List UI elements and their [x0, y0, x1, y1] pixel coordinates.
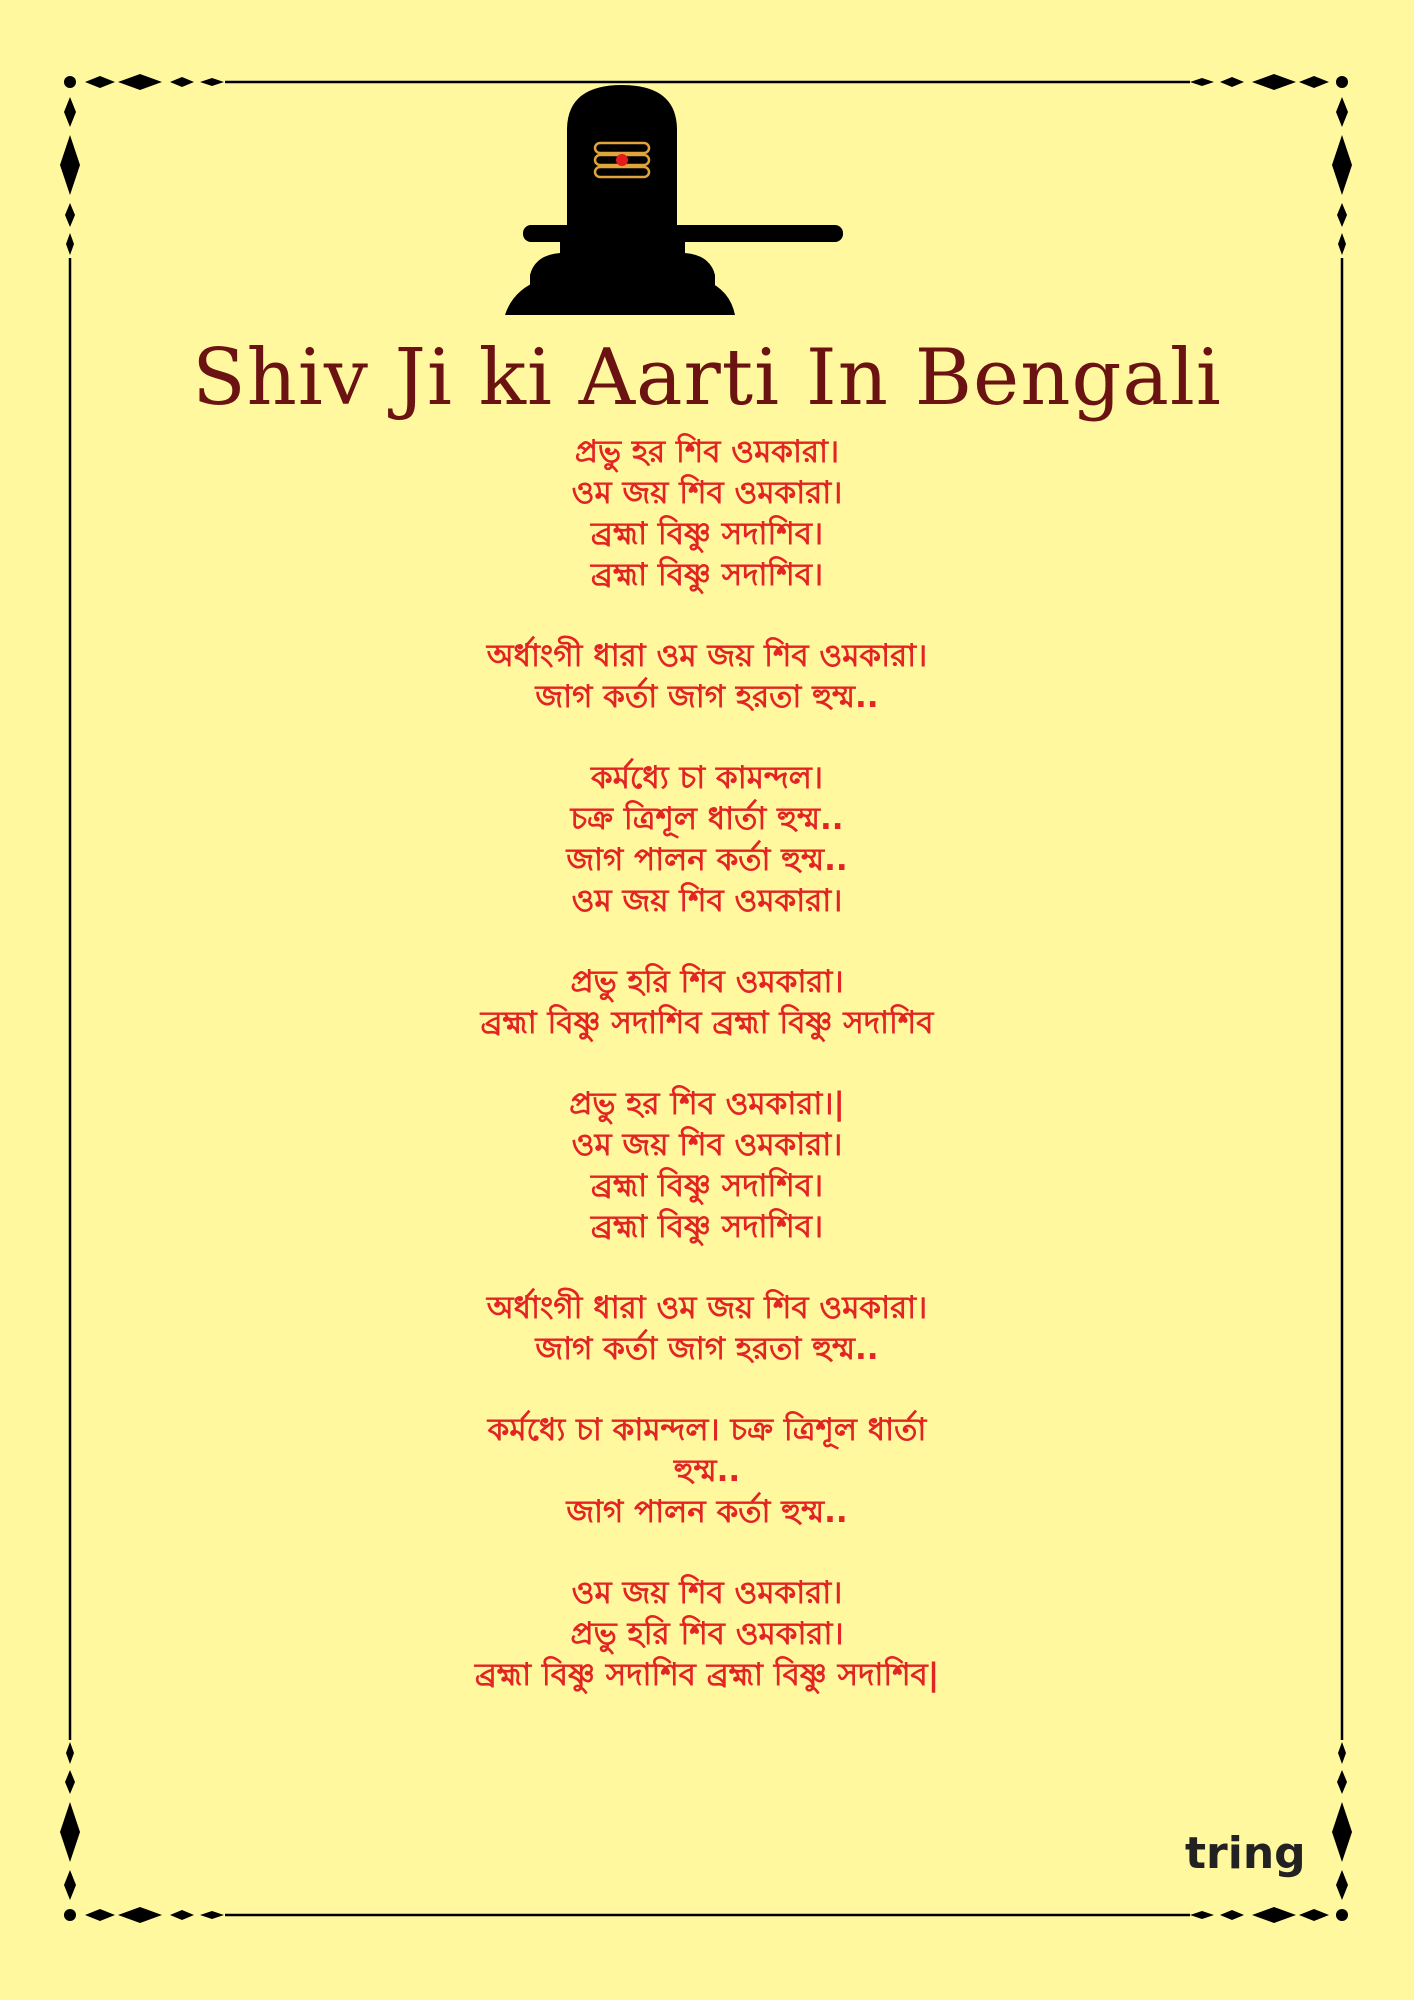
stanza: [300, 962, 1114, 1044]
verse-line: জাগ কর্তা জাগ হরতা হুম্ম..: [535, 679, 879, 715]
brand-logo: tring: [1185, 1828, 1306, 1879]
verse-line: ওম জয় শিব ওমকারা।: [571, 883, 843, 919]
verse-line: কর্মধ্যে চা কামন্দল।: [591, 760, 823, 796]
shiva-lingam-icon: [505, 85, 875, 320]
verse-line: ব্রহ্মা বিষ্ণু সদাশিব।: [590, 516, 824, 552]
stanza: [300, 1288, 1114, 1370]
verse-line: প্রভু হরি শিব ওমকারা।: [570, 964, 844, 1000]
verse-line: ওম জয় শিব ওমকারা।: [571, 1575, 843, 1611]
verse-line: ওম জয় শিব ওমকারা।: [571, 475, 843, 511]
verse-line: হুম্ম..: [673, 1453, 741, 1489]
verse-line: ব্রহ্মা বিষ্ণু সদাশিব ব্রহ্মা বিষ্ণু সদাশিব: [480, 1005, 934, 1041]
verse-line: জাগ পালন কর্তা হুম্ম..: [566, 1494, 848, 1530]
verse-line: ব্রহ্মা বিষ্ণু সদাশিব ব্রহ্মা বিষ্ণু সদাশিব|: [474, 1657, 940, 1693]
verse-line: প্রভু হরি শিব ওমকারা।: [570, 1616, 844, 1652]
verse-line: ব্রহ্মা বিষ্ণু সদাশিব।: [590, 1168, 824, 1204]
verse-line: প্রভু হর শিব ওমকারা।: [574, 434, 840, 470]
verse-line: ওম জয় শিব ওমকারা।: [571, 1127, 843, 1163]
verse-line: জাগ কর্তা জাগ হরতা হুম্ম..: [535, 1331, 879, 1367]
verse-line: প্রভু হর শিব ওমকারা।|: [569, 1086, 845, 1122]
verse-line: কর্মধ্যে চা কামন্দল। চক্র ত্রিশূল ধার্তা: [487, 1412, 927, 1448]
verse-line: অর্ধাংগী ধারা ওম জয় শিব ওমকারা।: [486, 1290, 928, 1326]
stanza: [300, 1084, 1114, 1248]
aarti-verses: [300, 432, 1114, 1736]
page-title: Shiv Ji ki Aarti In Bengali: [192, 333, 1222, 423]
stanza: [300, 636, 1114, 718]
stanza: [300, 432, 1114, 596]
verse-line: ব্রহ্মা বিষ্ণু সদাশিব।: [590, 557, 824, 593]
stanza: [300, 758, 1114, 922]
verse-line: জাগ পালন কর্তা হুম্ম..: [566, 842, 848, 878]
stanza: [300, 1573, 1114, 1696]
stanza: [300, 1410, 1114, 1533]
verse-line: ব্রহ্মা বিষ্ণু সদাশিব।: [590, 1209, 824, 1245]
verse-line: চক্র ত্রিশূল ধার্তা হুম্ম..: [570, 801, 844, 837]
verse-line: অর্ধাংগী ধারা ওম জয় শিব ওমকারা।: [486, 638, 928, 674]
